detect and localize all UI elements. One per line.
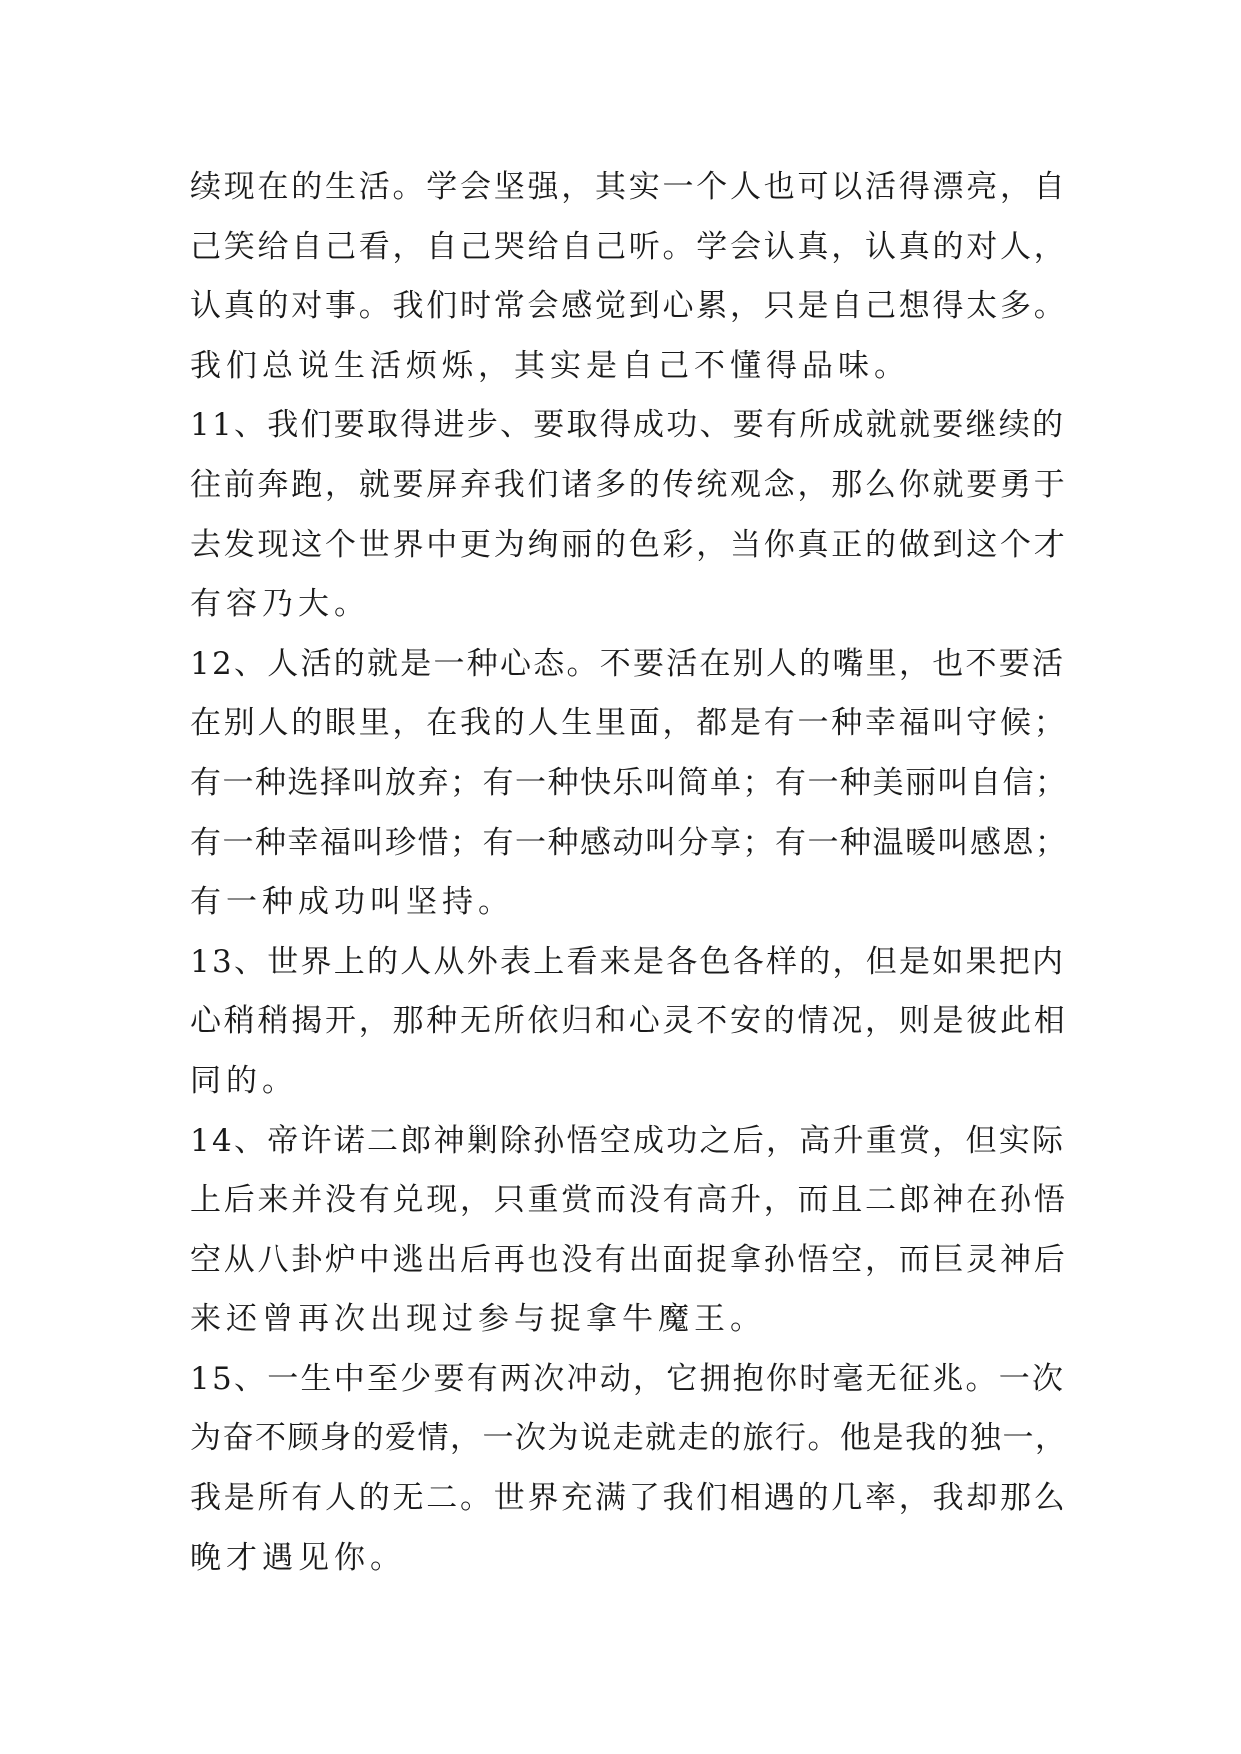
text-line: 有一种幸福叫珍惜；有一种感动叫分享；有一种温暖叫感恩； (190, 824, 1068, 861)
text-line: 有容乃大。 (190, 586, 370, 623)
text-line: 往前奔跑，就要屏弃我们诸多的传统观念，那么你就要勇于 (190, 466, 1068, 503)
text-line: 13、世界上的人从外表上看来是各色各样的，但是如果把内 (190, 943, 1066, 980)
text-line: 空从八卦炉中逃出后再也没有出面捉拿孙悟空，而巨灵神后 (190, 1241, 1068, 1278)
text-line: 11、我们要取得进步、要取得成功、要有所成就就要继续的 (190, 407, 1066, 444)
text-line: 晚才遇见你。 (190, 1539, 406, 1576)
text-line: 有一种选择叫放弃；有一种快乐叫简单；有一种美丽叫自信； (190, 764, 1068, 801)
document-body (190, 158, 1070, 1588)
text-line: 续现在的生活。学会坚强，其实一个人也可以活得漂亮，自 (190, 169, 1068, 205)
text-line: 来还曾再次出现过参与捉拿牛魔王。 (190, 1301, 766, 1338)
text-line: 14、帝许诺二郎神剿除孙悟空成功之后，高升重赏，但实际 (190, 1122, 1066, 1159)
text-line: 同的。 (190, 1062, 298, 1099)
text-line: 在别人的眼里，在我的人生里面，都是有一种幸福叫守候； (190, 705, 1068, 742)
text-line: 12、人活的就是一种心态。不要活在别人的嘴里，也不要活 (190, 645, 1066, 682)
text-line: 为奋不顾身的爱情，一次为说走就走的旅行。他是我的独一， (190, 1420, 1068, 1457)
text-line: 认真的对事。我们时常会感觉到心累，只是自己想得太多。 (190, 288, 1068, 325)
text-line: 有一种成功叫坚持。 (190, 884, 514, 921)
text-line: 我是所有人的无二。世界充满了我们相遇的几率，我却那么 (190, 1480, 1068, 1517)
text-line: 去发现这个世界中更为绚丽的色彩，当你真正的做到这个才 (190, 526, 1068, 563)
text-line: 心稍稍揭开，那种无所依归和心灵不安的情况，则是彼此相 (190, 1003, 1068, 1040)
text-line: 上后来并没有兑现，只重赏而没有高升，而且二郎神在孙悟 (190, 1182, 1068, 1219)
text-line: 我们总说生活烦烁，其实是自己不懂得品味。 (190, 347, 910, 384)
text-line: 己笑给自己看，自己哭给自己听。学会认真，认真的对人， (190, 228, 1068, 265)
text-line: 15、一生中至少要有两次冲动，它拥抱你时毫无征兆。一次 (190, 1360, 1066, 1397)
